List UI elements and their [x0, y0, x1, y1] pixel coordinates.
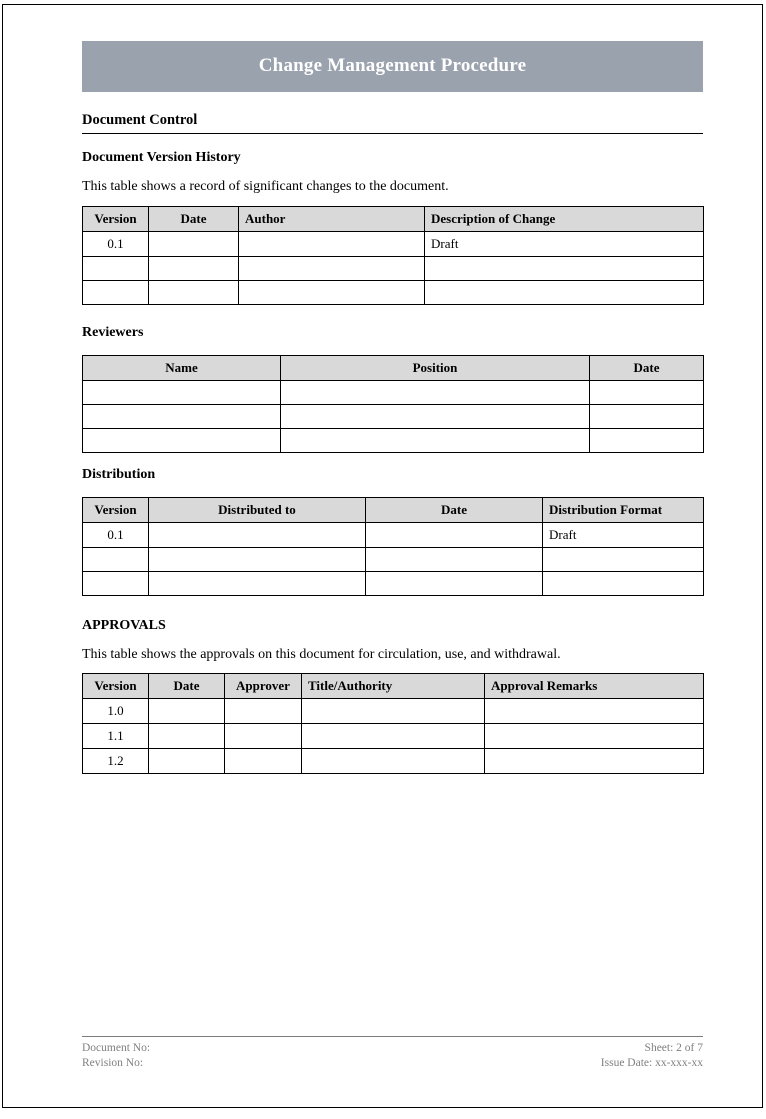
- column-header-author: Author: [239, 206, 425, 231]
- column-header-distributed-to: Distributed to: [149, 497, 366, 522]
- cell-date: [590, 404, 704, 428]
- table-row: [83, 749, 704, 774]
- section-heading-document-control: Document Control: [82, 112, 703, 134]
- table-row: [83, 571, 704, 595]
- cell-version: [83, 256, 149, 280]
- cell-author: [239, 280, 425, 304]
- cell-name: [83, 428, 281, 452]
- subheading-distribution: Distribution: [82, 466, 156, 482]
- footer-document-no-label: Document No:: [82, 1042, 151, 1054]
- subheading-approvals: APPROVALS: [82, 617, 166, 633]
- column-header-title-authority: Title/Authority: [302, 674, 485, 699]
- table-row: [83, 547, 704, 571]
- table-header-row: [83, 674, 704, 699]
- column-header-date: Date: [149, 674, 225, 699]
- subheading-document-version-history: Document Version History: [82, 150, 241, 165]
- footer-sheet-number: Sheet: 2 of 7: [644, 1042, 703, 1054]
- table-header-row: [83, 497, 704, 522]
- footer-issue-date: Issue Date: xx-xxx-xx: [600, 1057, 703, 1070]
- cell-version: [83, 571, 149, 595]
- version-history-table: [82, 206, 704, 305]
- cell-version: [83, 547, 149, 571]
- cell-title-authority: [302, 749, 485, 774]
- column-header-date: Date: [149, 206, 239, 231]
- cell-date: [149, 749, 225, 774]
- cell-date: [366, 571, 543, 595]
- distribution-table: [82, 497, 704, 596]
- table-row: [83, 231, 704, 256]
- cell-position: [281, 428, 590, 452]
- table-header-row: [83, 206, 704, 231]
- column-header-position: Position: [281, 355, 590, 380]
- cell-version: 1.2: [83, 749, 149, 774]
- version-history-intro-text: This table shows a record of significant changes to the document.: [82, 179, 449, 194]
- cell-title-authority: [302, 699, 485, 724]
- table-row: [83, 724, 704, 749]
- table-row: [83, 428, 704, 452]
- column-header-distribution-format: Distribution Format: [543, 497, 704, 522]
- subheading-reviewers: Reviewers: [82, 324, 144, 340]
- cell-position: [281, 404, 590, 428]
- footer-line-1: [82, 1041, 703, 1056]
- document-title-banner: Change Management Procedure: [82, 41, 703, 92]
- cell-date: [590, 380, 704, 404]
- column-header-version: Version: [83, 497, 149, 522]
- cell-author: [239, 231, 425, 256]
- page-footer: [82, 1036, 703, 1071]
- cell-version: 0.1: [83, 231, 149, 256]
- cell-date: [366, 547, 543, 571]
- cell-approval-remarks: [485, 699, 704, 724]
- cell-date: [149, 280, 239, 304]
- cell-distribution-format: [543, 571, 704, 595]
- cell-position: [281, 380, 590, 404]
- cell-author: [239, 256, 425, 280]
- cell-date: [590, 428, 704, 452]
- table-header-row: [83, 355, 704, 380]
- cell-approver: [225, 699, 302, 724]
- column-header-version: Version: [83, 206, 149, 231]
- cell-approval-remarks: [485, 724, 704, 749]
- approvals-intro-text: This table shows the approvals on this document for circulation, use, and withdrawal.: [82, 646, 561, 662]
- cell-distribution-format: [543, 547, 704, 571]
- column-header-description-of-change: Description of Change: [425, 206, 704, 231]
- cell-distribution-format: Draft: [543, 522, 704, 547]
- cell-version: 1.1: [83, 724, 149, 749]
- table-row: [83, 522, 704, 547]
- cell-date: [149, 699, 225, 724]
- cell-name: [83, 404, 281, 428]
- cell-date: [149, 256, 239, 280]
- table-row: [83, 380, 704, 404]
- cell-date: [366, 522, 543, 547]
- table-row: [83, 699, 704, 724]
- cell-description: Draft: [425, 231, 704, 256]
- cell-approver: [225, 749, 302, 774]
- cell-approval-remarks: [485, 749, 704, 774]
- column-header-approval-remarks: Approval Remarks: [485, 674, 704, 699]
- cell-approver: [225, 724, 302, 749]
- column-header-version: Version: [83, 674, 149, 699]
- table-row: [83, 256, 704, 280]
- cell-version: 0.1: [83, 522, 149, 547]
- cell-version: 1.0: [83, 699, 149, 724]
- reviewers-table: [82, 355, 704, 453]
- cell-description: [425, 280, 704, 304]
- cell-distributed-to: [149, 522, 366, 547]
- column-header-name: Name: [83, 355, 281, 380]
- cell-description: [425, 256, 704, 280]
- cell-distributed-to: [149, 571, 366, 595]
- approvals-table: [82, 673, 704, 774]
- table-row: [83, 280, 704, 304]
- footer-revision-no-label: Revision No:: [82, 1057, 144, 1070]
- column-header-date: Date: [590, 355, 704, 380]
- cell-name: [83, 380, 281, 404]
- column-header-date: Date: [366, 497, 543, 522]
- cell-date: [149, 231, 239, 256]
- cell-version: [83, 280, 149, 304]
- footer-line-2: [82, 1056, 703, 1071]
- column-header-approver: Approver: [225, 674, 302, 699]
- cell-title-authority: [302, 724, 485, 749]
- cell-date: [149, 724, 225, 749]
- table-row: [83, 404, 704, 428]
- cell-distributed-to: [149, 547, 366, 571]
- document-content: [82, 41, 703, 774]
